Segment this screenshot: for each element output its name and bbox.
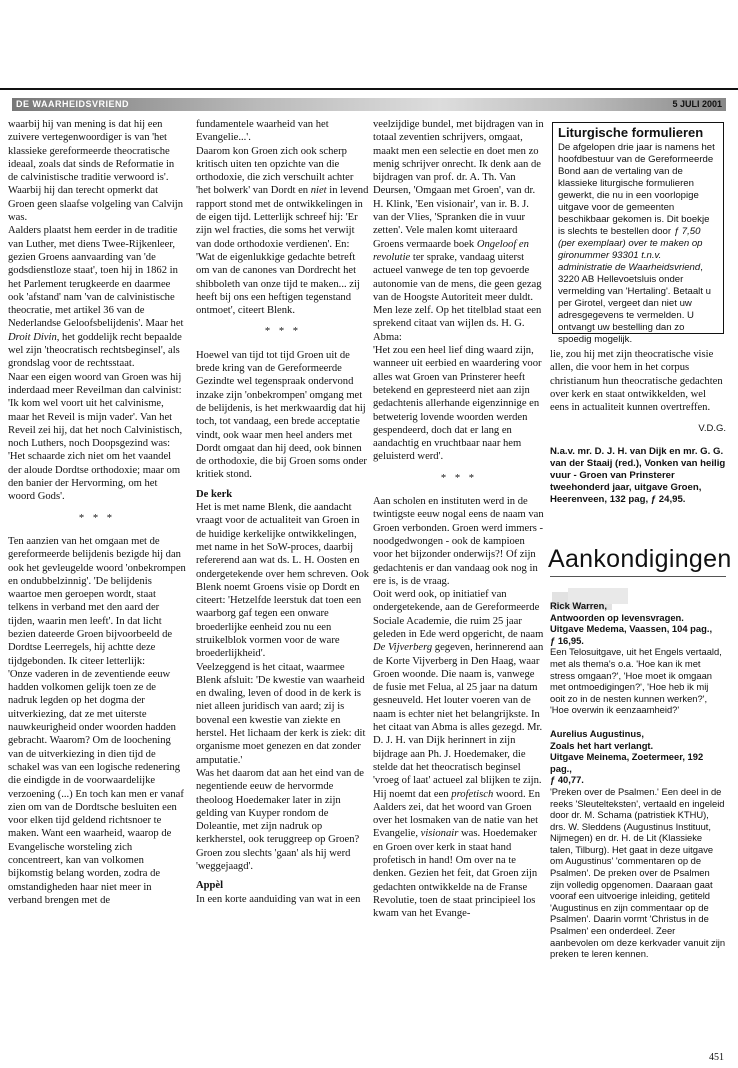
article-column-3 (373, 118, 545, 921)
announcements-underline (550, 576, 726, 577)
paragraph: Hoewel van tijd tot tijd Groen uit de brede kring van de Gereformeerde Gezindte wel tegenspraak ondervond inzake zijn 'onbekrompen' omgang met de belijdenis, is het merkwaardig dat hij toch, tot vandaag, een brede acceptatie vindt, ook waar men heel anders met Dordt omgaat dan hij deed, ook binnen de orthodoxie, die bij Groen soms onder kritiek stond. (196, 349, 367, 481)
article-column-2 (196, 118, 370, 906)
book-title: Zoals het hart verlangt. (550, 739, 654, 751)
paragraph: In een korte aanduiding van wat in een (196, 893, 361, 905)
section-divider: * * * (440, 472, 478, 484)
book-publisher: Uitgave Meinema, Zoetermeer, 192 pag., (550, 751, 704, 774)
page-number: 451 (709, 1052, 724, 1063)
announcement-item (550, 728, 726, 960)
paragraph: Het is met name Blenk, die aandacht vraagt voor de actualiteit van Groen in de huidige kerkelijke ontwikkelingen, met name in het SoW-proces, daarbij refererend aan wat ds. L. H. Oosten en ondergetekende over hem schreven. Ook Blenk noemt Groens visie op Dordt en citeert: 'Hetzelfde leerstuk dat toen een waarborg gaf tegen een onware broederlijke eenheid zou nu een struikelblok vormen voor de ware broederlijkheid'. (196, 502, 370, 660)
running-header (12, 98, 726, 111)
paragraph: Daarom kon Groen zich ook scherp kritisch uiten ten opzichte van die orthodoxie, die zich verschuilt achter 'het bolwerk' van Dordt en niet in levend rapport stond met de ontwikkelingen in de eigen tijd. Letterlijk schreef hij: 'Er zijn wel fracties, die soms het verwijt van dode orthodoxie verdienen'. En: 'Wat de eigenlukkige gedachte betreft om van de canones van Dordrecht het shibboleth van onze tijd te maken... zij heeft bij ons een heftigen tegenstand ontmoet', citeert Blenk. (196, 145, 369, 317)
paragraph: Men leze zelf. Op het titelblad staat een sprekend citaat van wijlen ds. H. G. Abma: (373, 305, 542, 343)
info-box-title: Liturgische formulieren (558, 125, 704, 140)
book-description: 'Preken over de Psalmen.' Een deel in de reeks 'Sleutelteksten', vertaald en ingeleid door dr. M. Schama (patristiek KTHU), drs. W. Sleddens (Augustinus Instituut, Nijmegen) en dr. H. de Lit (Klassieke talen, Tilburg). Het gaat in deze uitgave om Augustinus' 'commentaren op de Psalmen'. De preken over de Psalmen zijn volledig opgenomen. Daaraan gaat vooraf een uitvoerige inleiding, getiteld 'Augustinus en zijn commentaar op de Psalmen'. Daarin vormt 'Christus in de Psalmen' een onderdeel. Zeer aanbevolen om deze kerkvader vanuit zijn preken te leren kennen. (550, 785, 726, 960)
paragraph: lie, zou hij met zijn theocratische visie allen, die voor hem in het corpus christianum hun theocratische gedachten over kerk en staat ontwikkelden, wel eens in actualiteit kunnen overtreffen. (550, 349, 723, 414)
subheading-de-kerk: De kerk (196, 488, 233, 500)
subheading-appel: Appèl (196, 880, 224, 892)
announcement-item (550, 600, 726, 716)
info-box-text: De afgelopen drie jaar is namens het hoofdbestuur van de Gereformeerde Bond aan de vertaling van de klassieke liturgische formulieren gewerkt, die nu in een voorlopige uitgave voor de gemeenten beschikbaar gekomen is. Dit boekje is slechts te bestellen door ƒ 7,50 (per exemplaar) over te maken op gironummer 93301 t.n.v. administratie de Waarheidsvriend, 3220 AB Hellevoetsluis onder vermelding van 'Hertaling'. Betaalt u per Girotel, vergeet dan niet uw adresgegevens te vermelden. U ontvangt uw bestelling dan zo spoedig mogelijk. (558, 142, 715, 345)
magazine-name: DE WAARHEIDSVRIEND (16, 99, 130, 109)
paragraph: veelzijdige bundel, met bijdragen van in totaal zeventien schrijvers, omgaat, maakt men een selectie en doet men zo menig schrijver onrecht. Ik denk aan de bijdragen van prof. dr. A. Th. Van Deursen, 'Omgaan met Groen', van dr. H. Klink, 'Een visionair', van ir. B. J. van der Vlies, 'Spranken die in vuur zetten'. Vele malen komt uiteraard Groens vermaarde boek Ongeloof en revolutie ter sprake, vandaag uiterst actueel vanwege de ten top gevoerde autonomie van de mens, die geen gezag van de Hoogste Autoriteit meer duldt. (373, 119, 544, 303)
article-column-4 (550, 348, 726, 506)
section-divider: * * * (264, 326, 302, 338)
book-price: ƒ 16,95. (550, 634, 584, 646)
book-author: Rick Warren, (550, 600, 607, 611)
announcements-list (550, 600, 726, 960)
paragraph: Ten aanzien van het omgaan met de gereformeerde belijdenis bezigde hij dan ook het gevleugelde woord 'onbekrompen en ondubbelzinnig'. 'De belijdenis waartoe men geroepen wordt, staat telkens in verband met den aard der tijden, waarin men leeft'. In dat licht bezien dateerde Groen bijvoorbeeld de Dordtse Leerregels, hij achtte deze tijdgebonden. Ik citeer letterlijk: (8, 535, 186, 667)
author-signature: V.D.G. (698, 423, 726, 435)
article-column-1 (8, 118, 186, 907)
paragraph: fundamentele waarheid van het Evangelie...'. (196, 119, 329, 144)
paragraph: Aan scholen en instituten werd in de twintigste eeuw nogal eens de naam van Groen verbonden. Groen werd immers - noodgedwongen - ook de kampioen voor het bijzonder onderwijs?! Of zijn gedachtenis er dan vandaag ook nog in ere is, is de vraag. (373, 496, 544, 587)
paragraph: Ooit werd ook, op initiatief van ondergetekende, aan de Gereformeerde Sociale Academie, die ruim 25 jaar geleden in Ede werd opgericht, de naam De Vijverberg gegeven, herinnerend aan de Korte Vijverberg in Den Haag, waar Groen woonde. Die naam is, vanwege de fusie met Felua, al 25 jaar na datum gesneuveld. Het louter voeren van de naam is echter niet het belangrijkste. In het citaat van Abma is alles gezegd. Mr. D. J. H. van Dijk herinnert in zijn bijdrage aan Ph. J. Hoedemaker, die stelde dat het theocratisch beginsel 'vroeg of laat' actueel zal blijken te zijn. Hij noemt dat een profetisch woord. En Aalders zei, dat het woord van Groen over het losmaken van de natie van het Evangelie, visionair was. Hoedemaker en Groen over kerk in staat hand profetisch in hand! Om over na te denken. Gezien het feit, dat Groen zijn gedachten ontwikkelde na de Franse Revolutie, toen de staat principieel los kwam van het Evange- (373, 589, 544, 920)
section-divider: * * * (78, 512, 116, 524)
paragraph: waarbij hij van mening is dat hij een zuivere vertegenwoordiger is van 'het klassieke gereformeerde theocratische ideaal, zoals dat sinds de Reformatie in de calvinistische traditie verwoord is'. Waarbij hij dan terecht opmerkt dat Groen geen slaafse volgeling van Calvijn was. (8, 119, 184, 224)
book-description: Een Telosuitgave, uit het Engels vertaald, met als thema's o.a. 'Hoe kan ik met stress omgaan?', 'Hoe moet ik omgaan met ontmoedigingen?', 'Hoe heb ik mij ooit zo in de nesten kunnen werken?', 'Hoe overwin ik eenzaamheid?' (550, 646, 722, 716)
book-reference: N.a.v. mr. D. J. H. van Dijk en mr. G. G. van der Staaij (red.), Vonken van heilig vuur - Groen van Prinsterer tweehonderd jaar, uitgave Groen, Heerenveen, 132 pag, ƒ 24,95. (550, 445, 726, 505)
top-rule (0, 88, 738, 90)
liturgy-info-box (552, 122, 724, 345)
book-price: ƒ 40,77. (550, 774, 584, 786)
book-title: Antwoorden op levensvragen. (550, 611, 684, 623)
paragraph: Naar een eigen woord van Groen was hij inderdaad meer Reveilman dan calvinist: 'Ik kom wel voort uit het calvinisme, maar het Reveil is mijn vader'. Van het Reveil zei hij, dat het noch Calvinistisch, noch Luthers, noch Doopsgezind was: 'Het schaarde zich niet om het vaandel der aloude Dordtse orthodoxie; maar om den banier der Hervorming, om het woord Gods'. (8, 371, 183, 503)
paragraph: Was het daarom dat aan het eind van de negentiende eeuw de hervormde theoloog Hoedemaker later in zijn gelding van Kuyper rondom de Doleantie, met zijn nadruk op kerkherstel, ook teruggreep op Groen? Groen zou slechts 'gaan' als hij werd 'weggejaagd'. (196, 767, 364, 873)
quote-paragraph: 'Het zou een heel lief ding waard zijn, wanneer uit eerbied en waardering voor alles wat Groen van Prinsterer heeft betekend en gepresteerd niet aan zijn gedachtenis allerhande eigenzinnige en betweterig lovende woorden werden gespendeerd, doch dat er lang en aandachtig en vruchtbaar naar hem geluisterd werd'. (373, 345, 542, 463)
quote-paragraph: 'Onze vaderen in de zeventiende eeuw hadden volkomen gelijk toen ze de nadruk legden op het dogma der uitverkiezing, dat ze met uiterste nauwkeurigheid onder woorden hadden gebracht. Waarom? Om de loochening van de uitverkiezing in dien tijd de schakel was van een logische redenering die eindigde in de voorwaardelijke verzoening (...) En toch kan men er vanaf zien om van de Dordtsche besluiten een voor elken tijd geldend richtsnoer te maken. Want een waarheid, waarop de Evangelische worsteling zich concentreert, kan van volkomen bijkomstig belang worden, zodra de omstandigheden haar niet meer in verband brengen met de (8, 668, 184, 906)
paragraph: Aalders plaatst hem eerder in de traditie van Luther, met diens Twee-Rijkenleer, gezien Groens aanvaarding van 'de godsdienstloze staat', toen hij in 1862 in het Parlement terugkeerde en daarmee ook 'afstand' nam 'van de calvinistische theocratie, met artikel 36 van de Nederlandse Geloofsbelijdenis'. Maar het Droit Divin, het goddelijk recht bepaalde wel zijn 'theocratisch rechtsbeginsel', als grondslag voor de rechtsstaat. (8, 225, 184, 370)
announcements-title: Aankondigingen (548, 545, 732, 573)
paragraph: Veelzeggend is het citaat, waarmee Blenk afsluit: 'De kwestie van waarheid en dwaling, leven of dood in de kerk is niet alleen juridisch van aard; zij is bovenal een kwestie van ziekte en herstel. Het lichaam der kerk is ziek: dit organisme moet genezen en dat zonder amputatie.' (196, 661, 366, 766)
book-publisher: Uitgave Medema, Vaassen, 104 pag., (550, 623, 713, 635)
issue-date: 5 JULI 2001 (672, 99, 722, 109)
book-author: Aurelius Augustinus, (550, 727, 644, 739)
